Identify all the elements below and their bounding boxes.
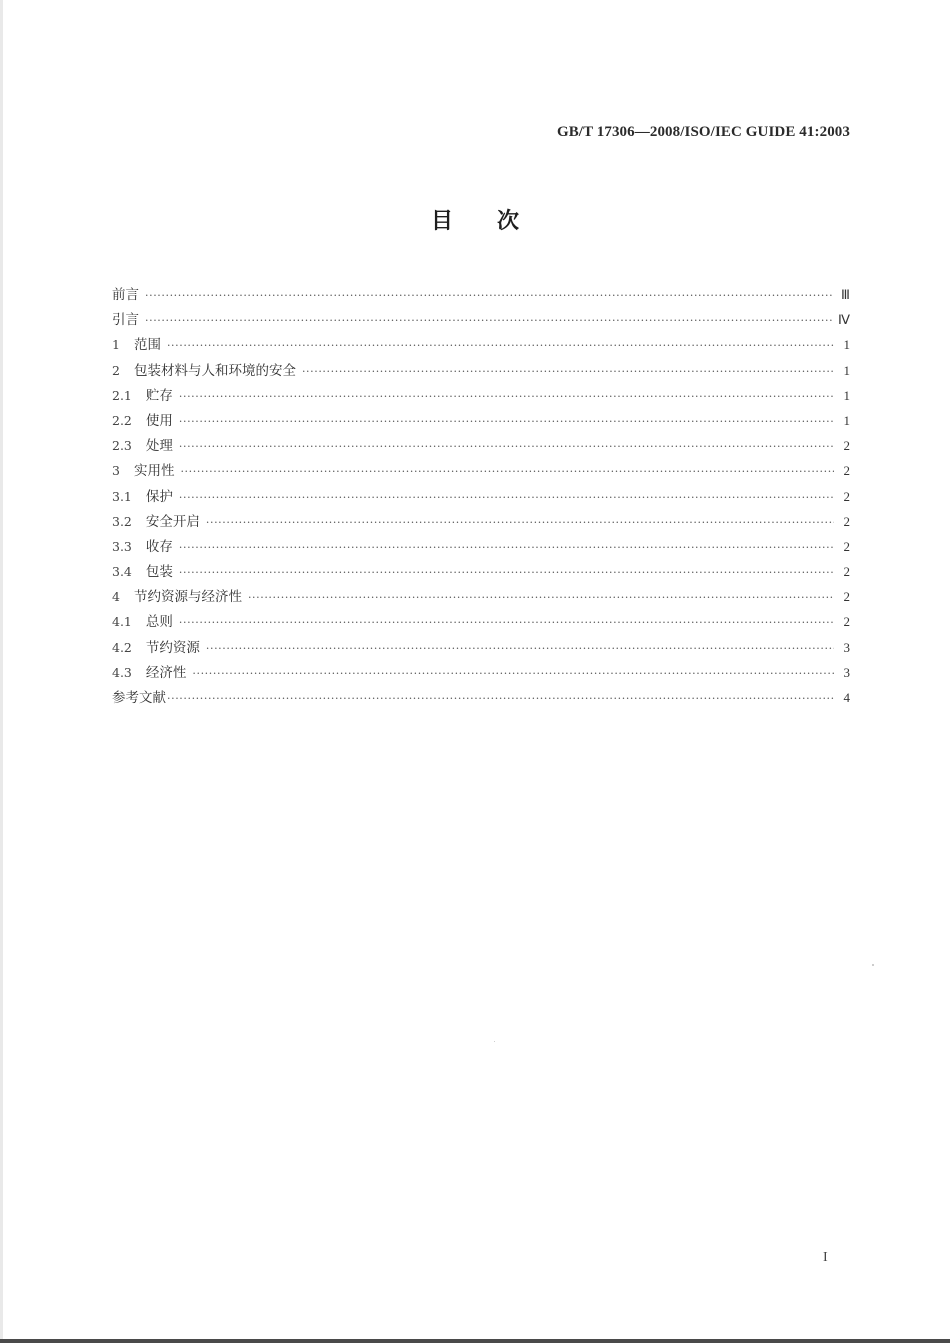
toc-entry-4[interactable] [112,585,850,610]
toc-entry-3[interactable] [112,459,850,484]
dot-leader [302,365,834,378]
toc-entry-number: 3 [112,463,120,479]
toc-entry-number: 4.1 [112,614,132,630]
dot-leader [248,591,834,604]
toc-entry-page: 2 [843,438,850,454]
toc-entry-label: 节约资源 [145,639,200,656]
toc-entry-number: 2 [112,362,120,378]
toc-entry-number: 1 [112,337,120,353]
dot-leader [179,415,834,428]
toc-entry-label: 收存 [145,538,173,555]
toc-entry-page: 2 [843,614,850,630]
toc-entry-number: 4.3 [112,664,132,680]
toc-entry-references[interactable] [112,686,850,711]
dot-leader [180,465,834,478]
toc-entry-page: 2 [843,513,850,529]
page-number: I [823,1250,828,1265]
toc-entry-page: 3 [843,664,850,680]
dot-leader [206,516,834,529]
toc-entry-3-2[interactable] [112,510,850,535]
toc-entry-label: 范围 [133,337,161,354]
toc-entry-4-1[interactable] [112,610,850,635]
toc-entry-label: 参考文献 [112,690,166,706]
scan-speck [494,1041,495,1042]
toc-entry-preface[interactable] [112,283,850,308]
toc-entry-4-3[interactable] [112,661,850,686]
toc-entry-label: 处理 [145,438,173,455]
dot-leader [179,491,834,504]
toc-entry-label: 贮存 [145,387,173,404]
page-edge [0,0,3,1343]
toc-entry-label: 节约资源与经济性 [133,589,242,606]
toc-entry-3-4[interactable] [112,560,850,585]
toc-entry-3-3[interactable] [112,535,850,560]
dot-leader [179,541,834,554]
dot-leader [167,692,834,705]
toc-entry-page: 2 [843,589,850,605]
toc-entry-number: 3.3 [112,538,132,554]
scan-speck [872,964,874,966]
dot-leader [179,390,834,403]
toc-entry-page: 1 [843,412,850,428]
toc-entry-label: 总则 [145,614,173,631]
toc-entry-2-1[interactable] [112,384,850,409]
toc-entry-introduction[interactable] [112,308,850,333]
dot-leader [145,289,834,302]
toc-entry-label: 使用 [145,412,173,429]
dot-leader [145,314,832,327]
toc-entry-number: 3.4 [112,564,132,580]
toc-entry-label: 经济性 [145,664,187,681]
toc-entry-number: 3.1 [112,488,132,504]
toc-entry-page: Ⅲ [841,287,850,302]
dot-leader [192,667,834,680]
toc-entry-3-1[interactable] [112,485,850,510]
toc-entry-page: 2 [843,564,850,580]
dot-leader [206,642,834,655]
toc-entry-page: 4 [843,690,850,705]
toc-entry-page: 1 [843,387,850,403]
toc-entry-number: 2.2 [112,412,132,428]
dot-leader [167,339,834,352]
toc-entry-page: 3 [843,639,850,655]
toc-entry-label: 引言 [112,312,139,329]
toc-entry-label: 前言 [112,287,139,303]
page-title: 目次 [430,209,563,234]
toc-entry-2-2[interactable] [112,409,850,434]
toc-entry-number: 4.2 [112,639,132,655]
dot-leader [179,440,834,453]
toc-entry-2-3[interactable] [112,434,850,459]
toc-entry-number: 2.3 [112,438,132,454]
toc-entry-1[interactable] [112,333,850,358]
table-of-contents [112,283,850,711]
toc-entry-label: 保护 [145,488,173,505]
toc-entry-page: 2 [843,538,850,554]
dot-leader [179,566,834,579]
toc-entry-number: 2.1 [112,387,132,403]
toc-entry-page: 2 [843,463,850,479]
toc-entry-page: 1 [843,362,850,378]
toc-entry-label: 包装材料与人和环境的安全 [133,362,296,379]
standard-code-header: GB/T 17306—2008/ISO/IEC GUIDE 41:2003 [556,124,850,140]
toc-entry-page: Ⅳ [838,312,850,328]
toc-entry-2[interactable] [112,359,850,384]
page-edge [0,1339,950,1343]
toc-entry-4-2[interactable] [112,636,850,661]
toc-entry-label: 安全开启 [145,513,200,530]
toc-entry-label: 实用性 [133,463,175,480]
toc-entry-page: 2 [843,488,850,504]
dot-leader [179,616,834,629]
toc-entry-page: 1 [843,337,850,353]
toc-entry-number: 4 [112,589,120,605]
toc-entry-number: 3.2 [112,513,132,529]
toc-entry-label: 包装 [145,564,173,581]
